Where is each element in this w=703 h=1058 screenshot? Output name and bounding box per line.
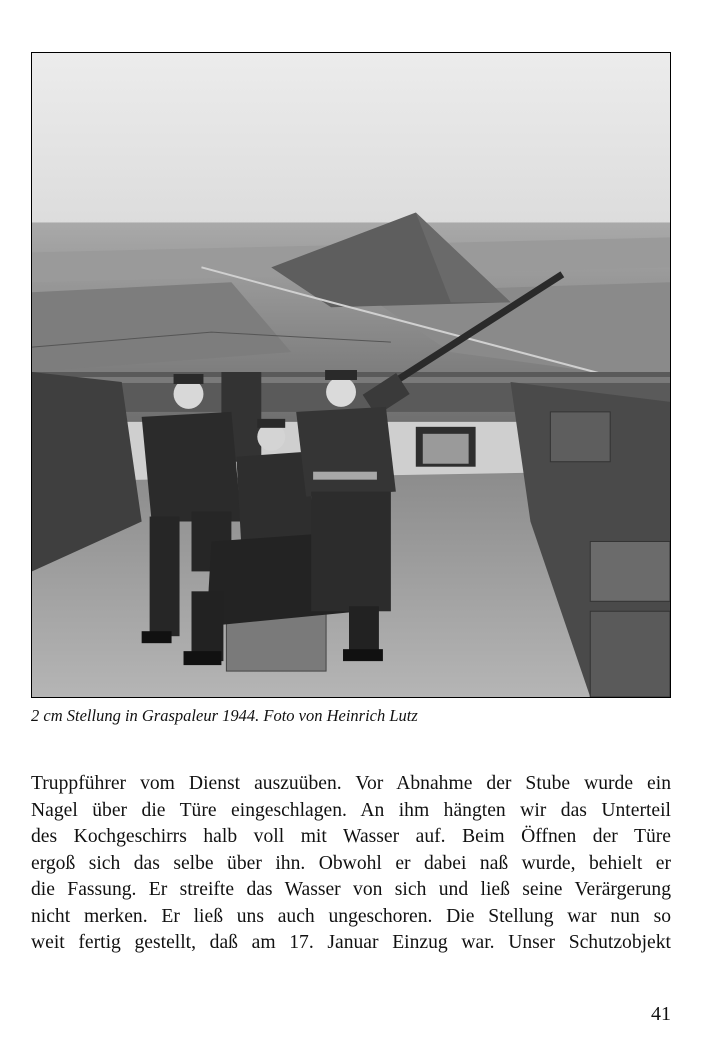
text-line: Truppführer vom Dienst auszuüben. Vor Abnahme der Stube wurde ein [31, 773, 671, 794]
text-line: ergoß sich das selbe über ihn. Obwohl er dabei naß wurde, behielt er [31, 852, 671, 874]
figure-caption: 2 cm Stellung in Graspaleur 1944. Foto von Heinrich Lutz [31, 706, 418, 725]
body-text [31, 771, 671, 957]
text-line: Nagel über die Türe eingeschlagen. An ihm hängten wir das Unterteil [31, 799, 671, 821]
page-number: 41 [651, 1003, 671, 1025]
sky [32, 53, 670, 227]
text-line: des Kochgeschirrs halb voll mit Wasser auf. Beim Öffnen der Türe [31, 826, 671, 847]
text-line: nicht merken. Er ließ uns auch ungeschoren. Die Stellung war nun so [31, 905, 671, 927]
photo-illustration [32, 53, 670, 697]
photograph-flak-position [31, 52, 671, 698]
text-line: weit fertig gestellt, daß am 17. Januar Einzug war. Unser Schutzobjekt [31, 932, 671, 953]
text-line: die Fassung. Er streifte das Wasser von sich und ließ seine Verärgerung [31, 879, 671, 900]
